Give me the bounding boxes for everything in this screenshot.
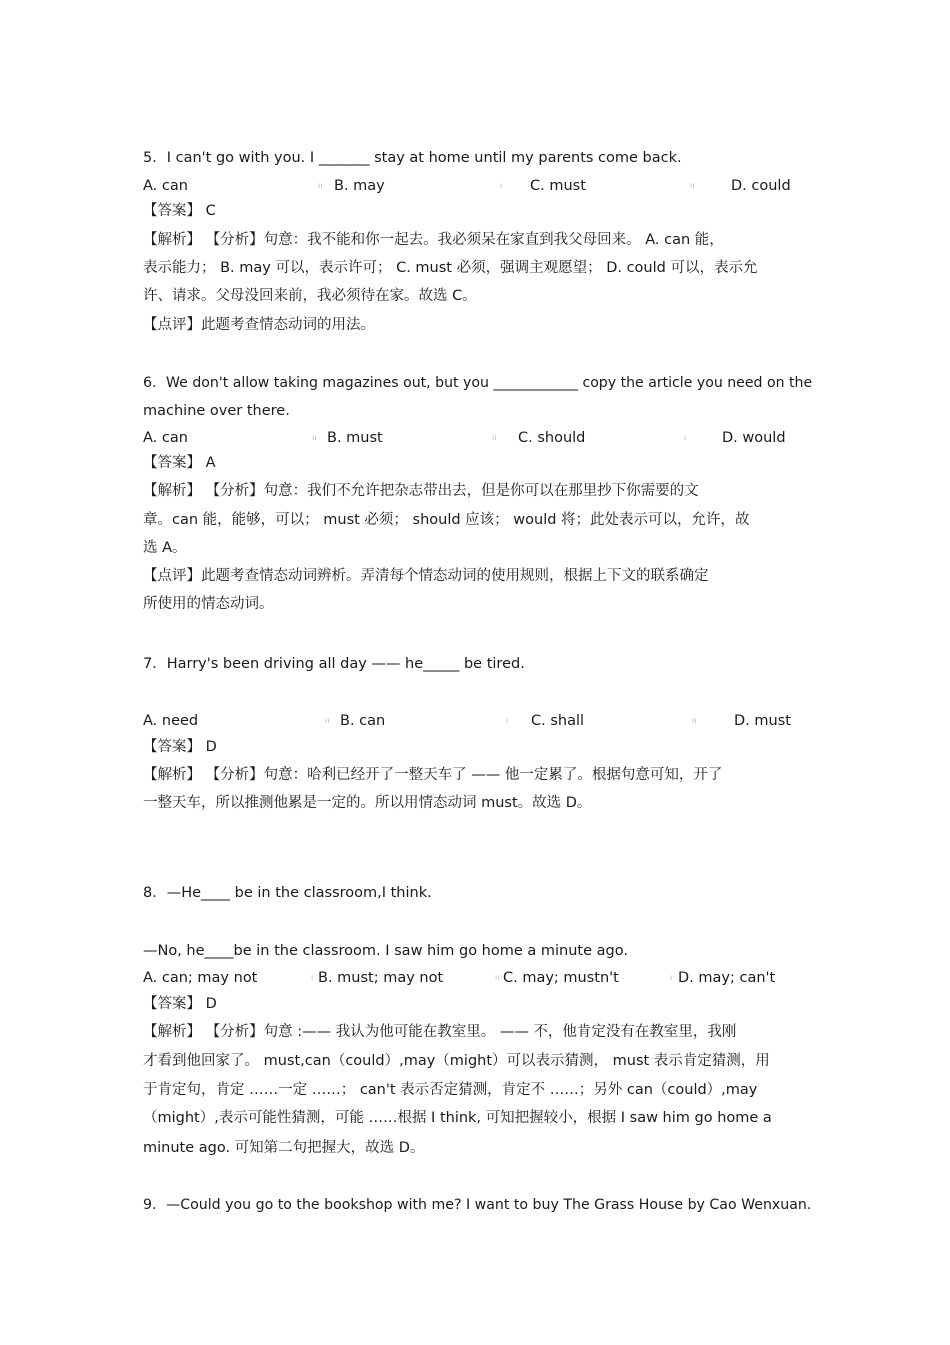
q6-answer: 【答案】 A [143, 455, 216, 471]
q7-option-a: A. need [143, 713, 199, 729]
q5-comment: 【点评】此题考查情态动词的用法。 [143, 317, 375, 333]
q8-option-a: A. can; may not [143, 970, 258, 986]
separator-mark: ıı [325, 716, 330, 725]
q5-option-c: C. must [530, 178, 586, 194]
question-8-stem-line-1: 8．—He____ be in the classroom,I think. [143, 885, 432, 901]
q6-option-c: C. should [518, 430, 586, 446]
q6-analysis-line-2: 章。can 能，能够，可以； must 必须； should 应该； would 将；此处表示可以，允许，故 [143, 512, 750, 528]
separator-mark: ı [311, 973, 314, 982]
q8-option-d: D. may; can't [678, 970, 776, 986]
separator-mark: ı [506, 716, 509, 725]
q8-analysis-line-4: （might）,表示可能性猜测，可能 ……根据 I think, 可知把握较小，根据 I saw him go home a [143, 1110, 772, 1126]
question-6-stem-line-1: 6．We don't allow taking magazines out, but you ____________ copy the article you need on the [143, 375, 813, 391]
q6-analysis-line-1: 【解析】 【分析】句意：我们不允许把杂志带出去，但是你可以在那里抄下你需要的文 [143, 483, 699, 499]
q7-analysis-line-1: 【解析】 【分析】句意：哈利已经开了一整天车了 —— 他一定累了。根据句意可知，开了 [143, 767, 723, 783]
q7-option-d: D. must [734, 713, 791, 729]
separator-mark: ıı [492, 433, 497, 442]
q6-option-d: D. would [722, 430, 786, 446]
q6-option-a: A. can [143, 430, 188, 446]
q8-option-b: B. must; may not [318, 970, 444, 986]
q5-option-d: D. could [731, 178, 791, 194]
separator-mark: ı [670, 973, 673, 982]
q6-comment-line-1: 【点评】此题考查情态动词辨析。弄清每个情态动词的使用规则，根据上下文的联系确定 [143, 568, 709, 584]
question-8-stem-line-2: —No, he____be in the classroom. I saw him go home a minute ago. [143, 943, 628, 959]
q5-option-b: B. may [334, 178, 385, 194]
q5-analysis-line-2: 表示能力； B. may 可以，表示许可； C. must 必须，强调主观愿望； D. could 可以，表示允 [143, 260, 758, 276]
q8-analysis-line-3: 于肯定句，肯定 ……一定 ……； can't 表示否定猜测，肯定不 ……；另外 can（could）,may [143, 1082, 758, 1098]
q7-option-c: C. shall [531, 713, 585, 729]
q8-analysis-line-1: 【解析】 【分析】句意 :—— 我认为他可能在教室里。 —— 不，他肯定没有在教室里，我刚 [143, 1024, 737, 1040]
separator-mark: ı [684, 433, 687, 442]
q8-option-c: C. may; mustn't [503, 970, 619, 986]
q7-analysis-line-2: 一整天车，所以推测他累是一定的。所以用情态动词 must。故选 D。 [143, 795, 592, 811]
separator-mark: ıı [690, 181, 695, 190]
separator-mark: ıı [318, 181, 323, 190]
q8-answer: 【答案】 D [143, 996, 217, 1012]
separator-mark: ı [500, 181, 503, 190]
q6-analysis-line-3: 选 A。 [143, 540, 187, 556]
q5-analysis-line-3: 许、请求。父母没回来前，我必须待在家。故选 C。 [143, 288, 477, 304]
q7-option-b: B. can [340, 713, 386, 729]
separator-mark: ıı [312, 433, 317, 442]
q6-comment-line-2: 所使用的情态动词。 [143, 596, 274, 612]
q7-answer: 【答案】 D [143, 739, 217, 755]
separator-mark: ıı [495, 973, 500, 982]
question-6-stem-line-2: machine over there. [143, 403, 290, 419]
question-7-stem: 7．Harry's been driving all day —— he_____ be tired. [143, 656, 525, 672]
question-5-stem: 5．I can't go with you. I _______ stay at home until my parents come back. [143, 150, 682, 166]
q6-option-b: B. must [327, 430, 383, 446]
question-9-stem: 9．—Could you go to the bookshop with me? I want to buy The Grass House by Cao Wenxuan. [143, 1197, 812, 1213]
q5-analysis-line-1: 【解析】 【分析】句意：我不能和你一起去。我必须呆在家直到我父母回来。 A. can 能， [143, 232, 724, 248]
separator-mark: ıı [692, 716, 697, 725]
q5-answer: 【答案】 C [143, 203, 216, 219]
q8-analysis-line-5: minute ago. 可知第二句把握大，故选 D。 [143, 1140, 425, 1156]
q8-analysis-line-2: 才看到他回家了。 must,can（could）,may（might）可以表示猜测， must 表示肯定猜测，用 [143, 1053, 770, 1069]
q5-option-a: A. can [143, 178, 188, 194]
